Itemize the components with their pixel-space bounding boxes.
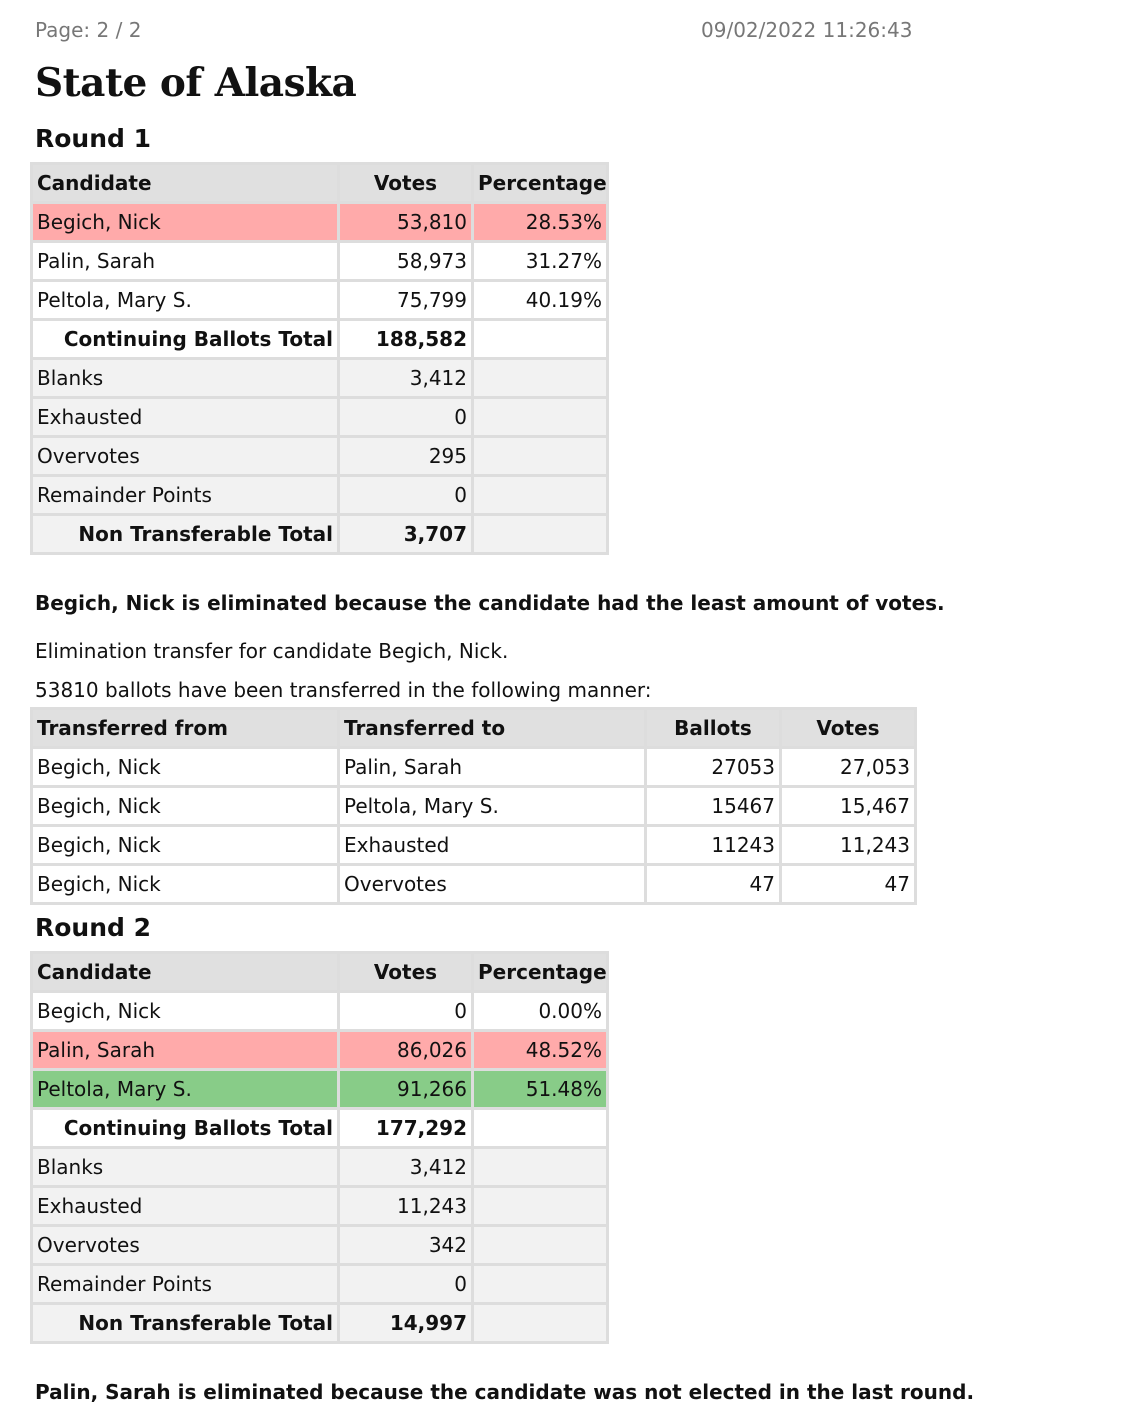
candidate-percentage: 40.19% [473, 281, 608, 320]
candidate-percentage: 0.00% [473, 992, 608, 1031]
row-value: 0 [339, 398, 473, 437]
candidate-row-elected [32, 1070, 608, 1109]
exhausted-row [32, 1187, 608, 1226]
column-header-transferred-to: Transferred to [339, 709, 646, 748]
transfer-row [32, 826, 916, 865]
column-header-votes: Votes [339, 164, 473, 203]
column-header-votes: Votes [339, 953, 473, 992]
row-value: 3,412 [339, 1148, 473, 1187]
nontransferable-total-row [32, 515, 608, 554]
table-header-row [32, 164, 608, 203]
blanks-row [32, 1148, 608, 1187]
candidate-percentage: 48.52% [473, 1031, 608, 1070]
empty-cell [473, 1265, 608, 1304]
candidate-percentage: 31.27% [473, 242, 608, 281]
remainder-points-row [32, 1265, 608, 1304]
column-header-candidate: Candidate [32, 953, 339, 992]
nontransferable-total-value: 14,997 [339, 1304, 473, 1343]
table-header-row [32, 709, 916, 748]
nontransferable-total-label: Non Transferable Total [32, 515, 339, 554]
column-header-percentage: Percentage [473, 164, 608, 203]
transfer-row [32, 787, 916, 826]
row-label: Blanks [32, 1148, 339, 1187]
candidate-name: Begich, Nick [32, 992, 339, 1031]
continuing-total-value: 188,582 [339, 320, 473, 359]
row-label: Exhausted [32, 1187, 339, 1226]
row-label: Blanks [32, 359, 339, 398]
empty-cell [473, 398, 608, 437]
continuing-total-row [32, 320, 608, 359]
column-header-percentage: Percentage [473, 953, 608, 992]
candidate-votes: 53,810 [339, 203, 473, 242]
remainder-points-row [32, 476, 608, 515]
row-label: Overvotes [32, 1226, 339, 1265]
row-value: 11,243 [339, 1187, 473, 1226]
transfer-row [32, 748, 916, 787]
candidate-votes: 58,973 [339, 242, 473, 281]
nontransferable-total-value: 3,707 [339, 515, 473, 554]
continuing-total-row [32, 1109, 608, 1148]
transferred-from: Begich, Nick [32, 865, 339, 904]
nontransferable-total-row [32, 1304, 608, 1343]
transfer-summary: 53810 ballots have been transferred in the following manner: [35, 678, 652, 702]
column-header-ballots: Ballots [646, 709, 781, 748]
round-2-table [30, 951, 609, 1344]
column-header-transferred-from: Transferred from [32, 709, 339, 748]
empty-cell [473, 320, 608, 359]
transfer-ballots: 47 [646, 865, 781, 904]
transferred-to: Exhausted [339, 826, 646, 865]
empty-cell [473, 1148, 608, 1187]
transferred-from: Begich, Nick [32, 787, 339, 826]
nontransferable-total-label: Non Transferable Total [32, 1304, 339, 1343]
empty-cell [473, 515, 608, 554]
row-label: Exhausted [32, 398, 339, 437]
candidate-row [32, 242, 608, 281]
empty-cell [473, 359, 608, 398]
candidate-votes: 86,026 [339, 1031, 473, 1070]
elimination-message: Begich, Nick is eliminated because the candidate had the least amount of votes. [35, 591, 945, 615]
candidate-votes: 75,799 [339, 281, 473, 320]
exhausted-row [32, 398, 608, 437]
candidate-name: Palin, Sarah [32, 1031, 339, 1070]
page-title: State of Alaska [35, 60, 357, 106]
row-value: 295 [339, 437, 473, 476]
candidate-percentage: 51.48% [473, 1070, 608, 1109]
candidate-row [32, 281, 608, 320]
transferred-to: Palin, Sarah [339, 748, 646, 787]
empty-cell [473, 1187, 608, 1226]
page-number: Page: 2 / 2 [35, 18, 142, 42]
transfer-votes: 15,467 [781, 787, 916, 826]
transferred-to: Peltola, Mary S. [339, 787, 646, 826]
transfer-votes: 11,243 [781, 826, 916, 865]
report-timestamp: 09/02/2022 11:26:43 [701, 18, 913, 42]
elimination-message: Palin, Sarah is eliminated because the candidate was not elected in the last round. [35, 1380, 975, 1404]
row-label: Remainder Points [32, 1265, 339, 1304]
transfer-note: Elimination transfer for candidate Begich, Nick. [35, 639, 509, 663]
transfer-votes: 27,053 [781, 748, 916, 787]
transfer-votes: 47 [781, 865, 916, 904]
candidate-name: Palin, Sarah [32, 242, 339, 281]
overvotes-row [32, 1226, 608, 1265]
transfer-ballots: 27053 [646, 748, 781, 787]
candidate-row-eliminated [32, 203, 608, 242]
continuing-total-value: 177,292 [339, 1109, 473, 1148]
empty-cell [473, 1109, 608, 1148]
column-header-candidate: Candidate [32, 164, 339, 203]
candidate-name: Peltola, Mary S. [32, 281, 339, 320]
empty-cell [473, 437, 608, 476]
transferred-from: Begich, Nick [32, 826, 339, 865]
transferred-from: Begich, Nick [32, 748, 339, 787]
candidate-row [32, 992, 608, 1031]
blanks-row [32, 359, 608, 398]
column-header-votes: Votes [781, 709, 916, 748]
continuing-total-label: Continuing Ballots Total [32, 320, 339, 359]
candidate-votes: 91,266 [339, 1070, 473, 1109]
candidate-percentage: 28.53% [473, 203, 608, 242]
empty-cell [473, 1226, 608, 1265]
transferred-to: Overvotes [339, 865, 646, 904]
transfer-ballots: 11243 [646, 826, 781, 865]
candidate-name: Begich, Nick [32, 203, 339, 242]
table-header-row [32, 953, 608, 992]
overvotes-row [32, 437, 608, 476]
round-1-title: Round 1 [35, 124, 152, 153]
empty-cell [473, 1304, 608, 1343]
candidate-name: Peltola, Mary S. [32, 1070, 339, 1109]
round-2-title: Round 2 [35, 913, 152, 942]
row-value: 0 [339, 476, 473, 515]
transfer-ballots: 15467 [646, 787, 781, 826]
transfer-table [30, 707, 917, 905]
round-1-table [30, 162, 609, 555]
row-label: Remainder Points [32, 476, 339, 515]
candidate-row-eliminated [32, 1031, 608, 1070]
transfer-row [32, 865, 916, 904]
row-value: 0 [339, 1265, 473, 1304]
row-value: 3,412 [339, 359, 473, 398]
empty-cell [473, 476, 608, 515]
row-label: Overvotes [32, 437, 339, 476]
continuing-total-label: Continuing Ballots Total [32, 1109, 339, 1148]
row-value: 342 [339, 1226, 473, 1265]
candidate-votes: 0 [339, 992, 473, 1031]
